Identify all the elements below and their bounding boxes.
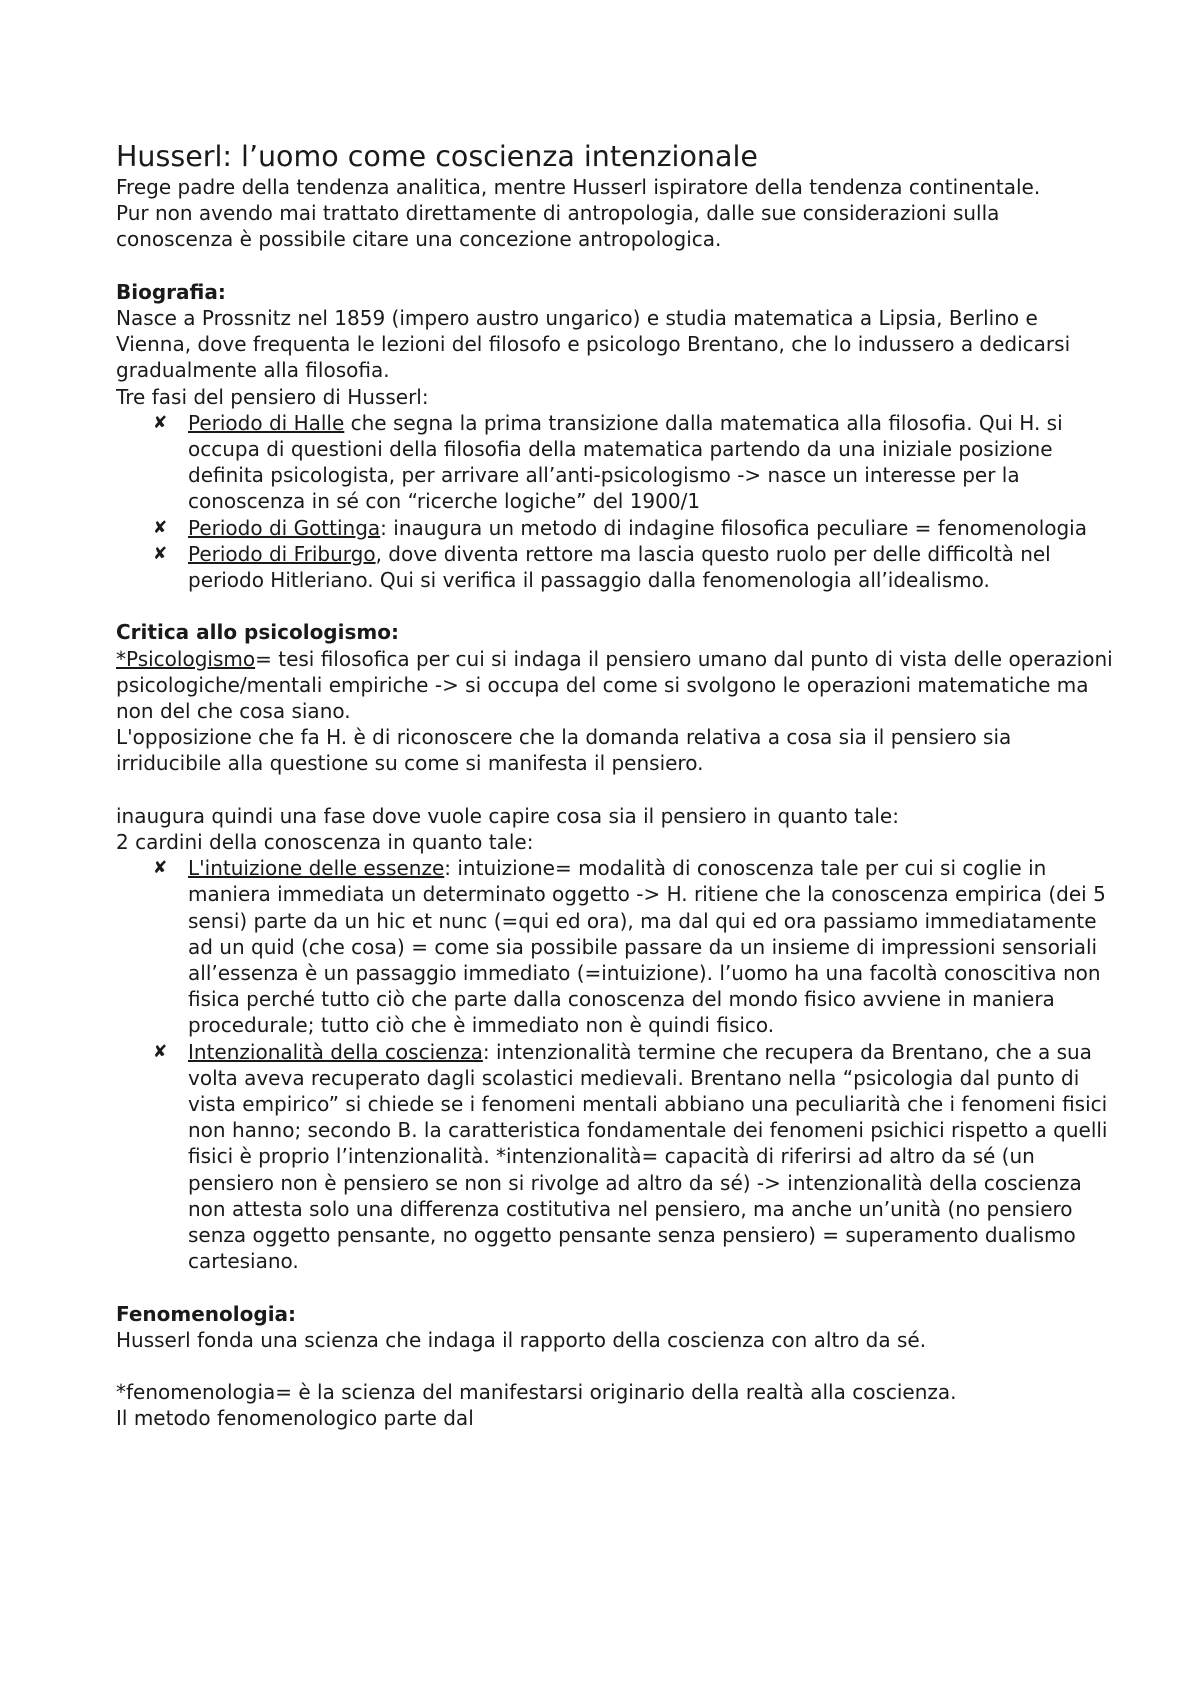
intro-paragraph-1: Frege padre della tendenza analitica, mentre Husserl ispiratore della tendenza continentale. [116,175,1041,199]
item-term: Intenzionalità della coscienza [188,1039,483,1064]
spacer [116,777,1116,803]
definition-term: *Psicologismo [116,646,256,671]
cross-bullet-icon: ✘ [153,412,168,433]
cardini-intro: 2 cardini della conoscenza in quanto tale: [116,830,534,855]
list-item [116,855,1116,1038]
item-text: : intenzionalità termine che recupera da Brentano, che a sua volta aveva recuperato dagli scolastici medievali. Brentano nella “psicologia dal punto di vista empirico” si chiede se i fenomeni mentali abbiano una peculiarità che i fenomeni fisici non hanno; secondo B. la caratteristica fondamentale dei fenomeni psichici rispetto a quelli fisici è proprio l’intenzionalità. *intenzionalità= capacità di riferirsi ad altro da sé (un pensiero non è pensiero se non si rivolge ad altro da sé) -> intenzionalità della coscienza non attesta solo una differenza costitutiva nel pensiero, ma anche un’unità (no pensiero senza oggetto pensante, no oggetto pensante senza pensiero) = superamento dualismo cartesiano. [188,1039,1108,1274]
intro-paragraph-2: Pur non avendo mai trattato direttamente di antropologia, dalle sue considerazioni sulla conoscenza è possibile citare una concezione antropologica. [116,201,1000,252]
cross-bullet-icon: ✘ [153,517,168,538]
item-text: che segna la prima transizione dalla matematica alla filosofia. Qui H. si occupa di questioni della filosofia della matematica partendo da una iniziale posizione definita psicologista, per arrivare all’anti-psicologismo -> nasce un interesse per la conoscenza in sé con “ricerche logiche” del 1900/1 [188,410,1063,514]
list-item [116,1039,1116,1275]
item-term: L'intuizione delle essenze [188,856,445,881]
cardini-list [116,855,1116,1274]
list-item [116,515,1116,541]
spacer [116,1274,1116,1300]
spacer [116,593,1116,619]
fasi-intro: Tre fasi del pensiero di Husserl: [116,384,429,409]
biografia-heading: Biografia: [116,279,226,304]
spacer [116,1353,1116,1379]
fenomenologia-paragraph-3: Il metodo fenomenologico parte dal [116,1406,474,1431]
cross-bullet-icon: ✘ [153,543,168,564]
cross-bullet-icon: ✘ [153,1041,168,1062]
item-term: Periodo di Gottinga [188,515,381,540]
document-page [116,140,1116,1432]
list-item [116,410,1116,515]
document-title: Husserl: l’uomo come coscienza intenzionale [116,140,758,173]
list-item [116,541,1116,593]
biografia-paragraph: Nasce a Prossnitz nel 1859 (impero austro ungarico) e studia matematica a Lipsia, Berlino e Vienna, dove frequenta le lezioni del filosofo e psicologo Brentano, che lo indussero a dedicarsi gradualmente alla filosofia. [116,306,1071,383]
item-term: Periodo di Halle [188,410,345,435]
fenomenologia-heading: Fenomenologia: [116,1301,297,1326]
definition-text: = tesi filosofica per cui si indaga il pensiero umano dal punto di vista delle operazioni psicologiche/mentali empiriche -> si occupa del come si svolgono le operazioni matematiche ma non del che cosa siano. [116,646,1113,724]
spacer [116,253,1116,279]
item-text: : intuizione= modalità di conoscenza tale per cui si coglie in maniera immediata un determinato oggetto -> H. ritiene che la conoscenza empirica (dei 5 sensi) parte da un hic et nunc (=qui ed ora), ma dal qui ed ora passiamo immediatamente ad un quid (che cosa) = come sia possibile passare da un insieme di impressioni sensoriali all’essenza è un passaggio immediato (=intuizione). l’uomo ha una facoltà conoscitiva non fisica perché tutto ciò che parte dalla conoscenza del mondo fisico avviene in maniera procedurale; tutto ciò che è immediato non è quindi fisico. [188,856,1106,1038]
critica-heading: Critica allo psicologismo: [116,620,399,645]
item-text: : inaugura un metodo di indagine filosofica peculiare = fenomenologia [380,515,1087,540]
fasi-list [116,410,1116,593]
item-text: , dove diventa rettore ma lascia questo ruolo per delle difficoltà nel periodo Hitleriano. Qui si verifica il passaggio dalla fenomenologia all’idealismo. [188,541,1051,593]
critica-paragraph-3: inaugura quindi una fase dove vuole capire cosa sia il pensiero in quanto tale: [116,803,899,828]
critica-paragraph-2: L'opposizione che fa H. è di riconoscere che la domanda relativa a cosa sia il pensiero sia irriducibile alla questione su come si manifesta il pensiero. [116,725,1012,776]
fenomenologia-paragraph-1: Husserl fonda una scienza che indaga il rapporto della coscienza con altro da sé. [116,1327,927,1352]
cross-bullet-icon: ✘ [153,858,168,879]
psicologismo-definition [116,646,1116,725]
fenomenologia-paragraph-2: *fenomenologia= è la scienza del manifestarsi originario della realtà alla coscienza. [116,1380,957,1405]
item-term: Periodo di Friburgo [188,541,376,566]
